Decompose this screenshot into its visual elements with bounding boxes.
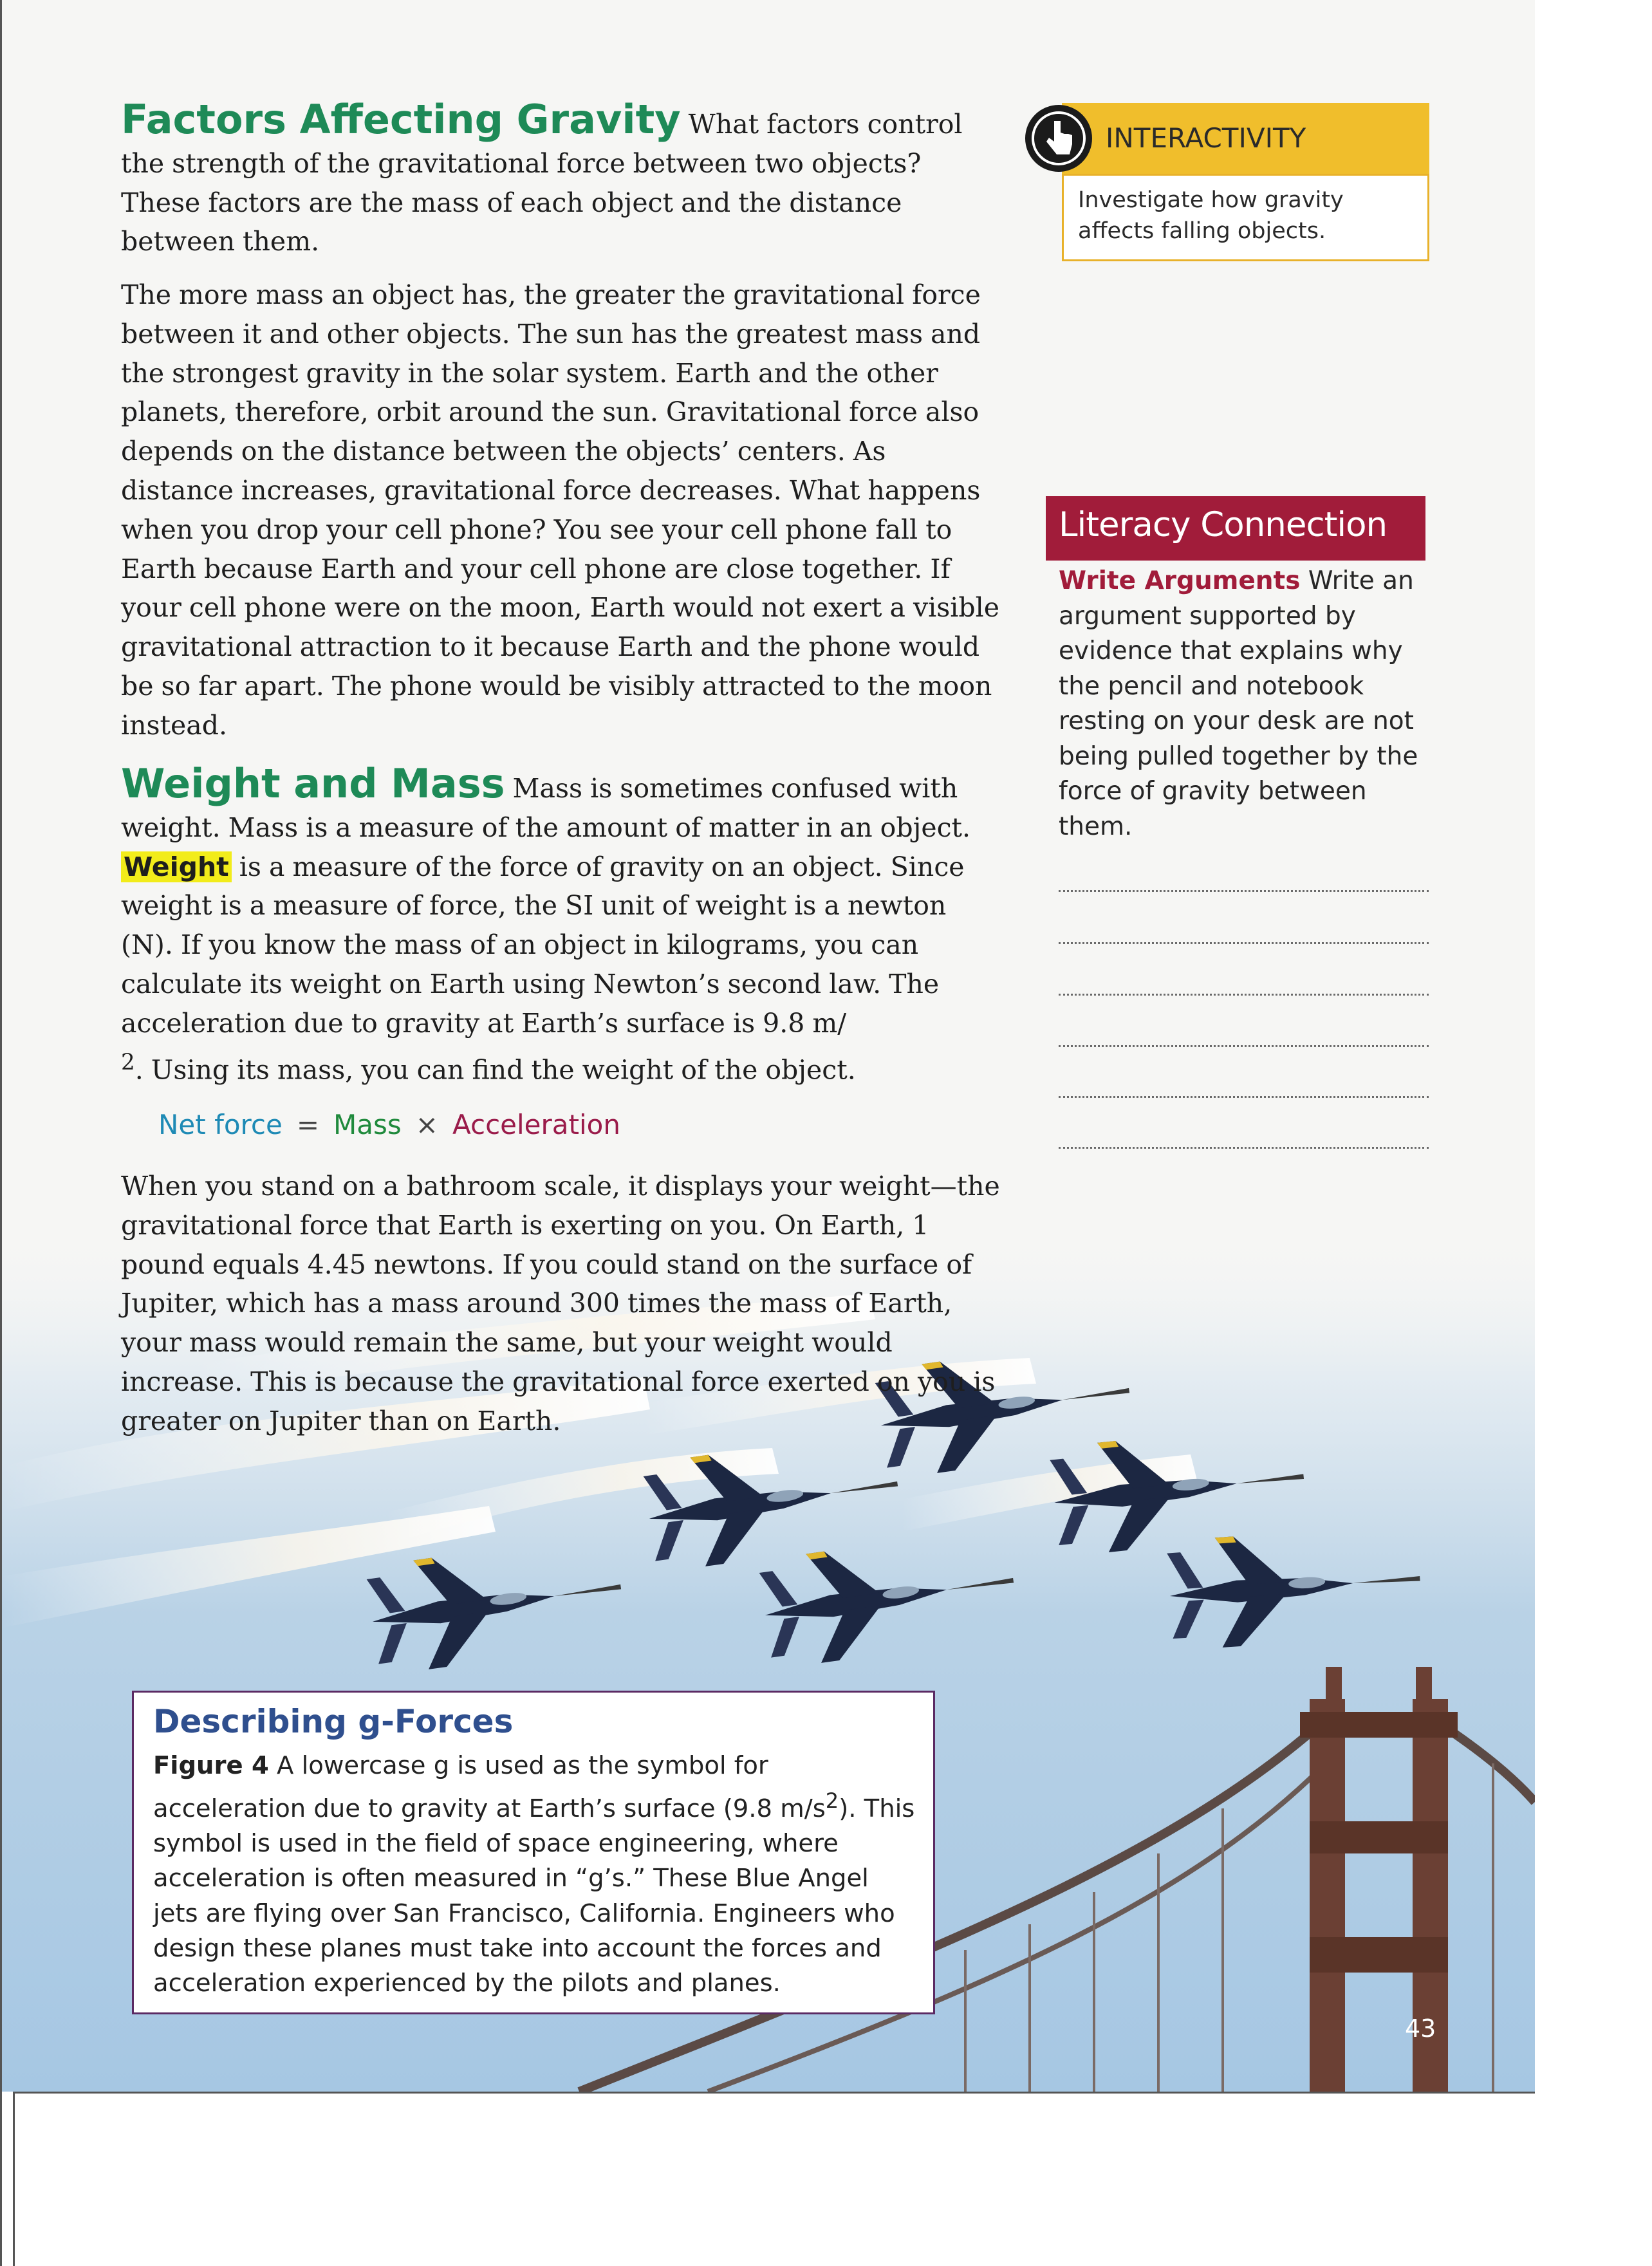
equation-equals: = [296,1109,320,1140]
figure-label: Figure 4 [153,1751,269,1780]
hand-pointer-icon[interactable] [1023,103,1094,174]
equation-net-force: Net force [158,1109,283,1140]
factors-heading: Factors Affecting Gravity [121,96,681,143]
factors-intro-paragraph [121,96,1003,261]
caption-text [153,1749,919,2001]
weight-mass-rest: is a measure of the force of gravity on an object. Since weight is a measure of force, the SI unit of weight is a newton (N). If you know the mass of an object in kilograms, you can calculate its weight on Earth using Newton’s second law. The acceleration due to gravity at Earth’s surface is 9.8 m/ [121,851,965,1039]
answer-line[interactable] [1059,1147,1429,1149]
caption-text-a: A lowercase g is used as the symbol for acceleration due to gravity at Earth’s surface (9.8 m/s [153,1751,826,1824]
scan-edge-inner [13,2092,15,2266]
factors-intro-text: What factors control the strength of the gravitational force between two objects? These factors are the mass of each object and the distance between them. [121,109,963,257]
answer-line[interactable] [1059,890,1429,892]
page-number: 43 [1405,2014,1436,2043]
literacy-prompt-text: Write an argument supported by evidence that explains why the pencil and notebook resting on your desk are not being pulled together by the force of gravity between them. [1059,566,1418,841]
caption-title: Describing g-Forces [153,1703,514,1740]
interactivity-title[interactable]: INTERACTIVITY [1106,122,1306,154]
equation-acceleration: Acceleration [452,1109,620,1140]
literacy-subhead: Write Arguments [1059,566,1301,595]
caption-superscript: 2 [825,1788,839,1814]
interactivity-box[interactable] [1062,174,1429,261]
weight-mass-superscript: 2 [121,1049,135,1075]
equation-mass: Mass [333,1109,402,1140]
weight-term: Weight [121,851,232,882]
factors-paragraph: The more mass an object has, the greater the gravitational force between it and other objects. The sun has the greatest mass and the strongest gravity in the solar system. Earth and the other planets, therefore, orbit around the sun. Gravitational force also depends on the distance between the objects’ centers. As distance increases, gravitational force decreases. What happens when you drop your cell phone? You see your cell phone fall to Earth because Earth and your cell phone are close together. If your cell phone were on the moon, Earth would not exert a visible gravitational attraction to it because Earth and the phone would be so far apart. The phone would be visibly attracted to the moon instead. [121,279,1000,741]
weight-mass-intro: Mass is sometimes confused with weight. Mass is a measure of the amount of matter in an object. [121,773,971,843]
weight-mass-paragraph [121,760,1003,1090]
newton-second-law-equation [158,1109,620,1140]
figure-caption-box [132,1691,935,2014]
weight-mass-heading: Weight and Mass [121,760,505,807]
answer-line[interactable] [1059,1045,1429,1047]
scan-edge-bottom [13,2092,1535,2094]
weight-mass-rest-end: . Using its mass, you can find the weight of the object. [135,1054,856,1086]
interactivity-text: Investigate how gravity affects falling objects. [1078,187,1344,244]
literacy-title: Literacy Connection [1059,505,1387,544]
answer-line[interactable] [1059,994,1429,996]
equation-times: × [415,1109,438,1140]
literacy-prompt [1059,564,1422,844]
answer-line[interactable] [1059,942,1429,944]
answer-line[interactable] [1059,1096,1429,1098]
scan-edge-left [0,0,2,2266]
weight-mass-paragraph-2: When you stand on a bathroom scale, it displays your weight—the gravitational force that Earth is exerting on you. On Earth, 1 pound equals 4.45 newtons. If you could stand on the surface of Jupiter, which has a mass around 300 times the mass of Earth, your mass would remain the same, but your weight would increase. This is because the gravitational force exerted on you is greater on Jupiter than on Earth. [121,1171,1000,1436]
caption-text-b: ). This symbol is used in the field of space engineering, where acceleration is often measured in “g’s.” These Blue Angel jets are flying over San Francisco, California. Engineers who design these planes must take into account the forces and acceleration experienced by the pilots and planes. [153,1794,915,1998]
